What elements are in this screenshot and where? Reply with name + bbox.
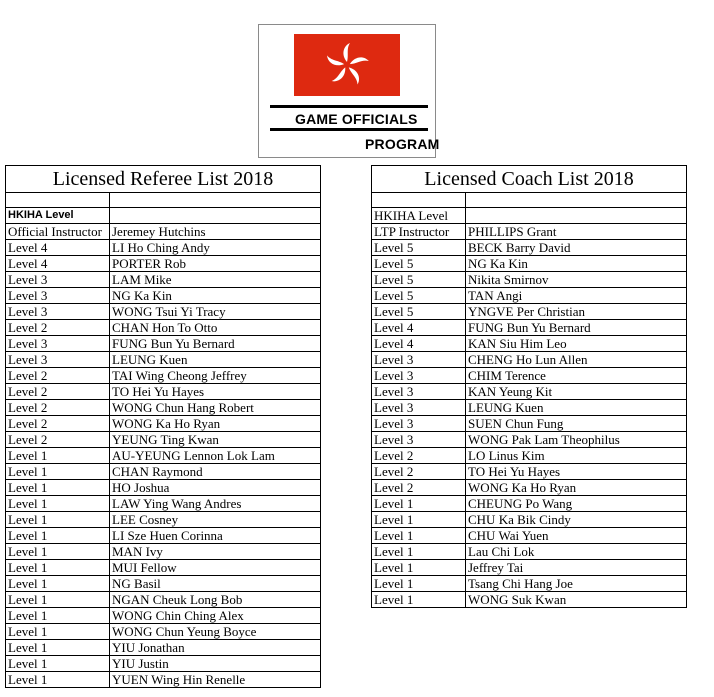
coach-level-cell: LTP Instructor: [372, 224, 466, 240]
referee-level-cell: Level 1: [6, 608, 110, 624]
coach-table-row: [372, 528, 687, 544]
coach-level-cell: Level 2: [372, 448, 466, 464]
coach-table-row: [372, 368, 687, 384]
referee-name-cell: LI Ho Ching Andy: [110, 240, 321, 256]
coach-level-cell: Level 1: [372, 496, 466, 512]
logo-title-line2: PROGRAM: [365, 136, 440, 152]
coach-table-row: [372, 432, 687, 448]
referee-level-cell: Level 3: [6, 288, 110, 304]
referee-name-cell: CHAN Raymond: [110, 464, 321, 480]
coach-table-row: [372, 304, 687, 320]
coach-name-cell: Nikita Smirnov: [466, 272, 687, 288]
referee-table-row: [6, 320, 321, 336]
referee-level-cell: Level 4: [6, 256, 110, 272]
referee-level-cell: Level 1: [6, 592, 110, 608]
referee-name-cell: YIU Justin: [110, 656, 321, 672]
referee-name-cell: PORTER Rob: [110, 256, 321, 272]
coach-level-cell: Level 1: [372, 576, 466, 592]
referee-table-row: [6, 528, 321, 544]
referee-table-row: [6, 496, 321, 512]
referee-table-row: [6, 352, 321, 368]
coach-table-row: [372, 272, 687, 288]
coach-table-row: [372, 416, 687, 432]
coach-level-cell: Level 3: [372, 384, 466, 400]
referee-table-row: [6, 544, 321, 560]
coach-name-cell: CHENG Ho Lun Allen: [466, 352, 687, 368]
coach-name-cell: Lau Chi Lok: [466, 544, 687, 560]
coach-name-cell: WONG Ka Ho Ryan: [466, 480, 687, 496]
referee-table-row: [6, 592, 321, 608]
referee-level-cell: Level 1: [6, 448, 110, 464]
referee-name-cell: AU-YEUNG Lennon Lok Lam: [110, 448, 321, 464]
referee-table-row: [6, 240, 321, 256]
coach-table-row: [372, 576, 687, 592]
referee-name-cell: YUEN Wing Hin Renelle: [110, 672, 321, 688]
coach-level-cell: Level 3: [372, 432, 466, 448]
coach-name-cell: Jeffrey Tai: [466, 560, 687, 576]
coach-level-cell: Level 1: [372, 512, 466, 528]
referee-name-cell: NG Ka Kin: [110, 288, 321, 304]
referee-level-header: HKIHA Level: [6, 208, 110, 224]
referee-level-cell: Level 1: [6, 528, 110, 544]
referee-level-cell: Level 1: [6, 512, 110, 528]
referee-table-row: [6, 368, 321, 384]
coach-level-cell: Level 5: [372, 240, 466, 256]
coach-level-cell: Level 5: [372, 272, 466, 288]
referee-level-cell: Level 4: [6, 240, 110, 256]
coach-level-cell: Level 1: [372, 592, 466, 608]
referee-name-cell: FUNG Bun Yu Bernard: [110, 336, 321, 352]
referee-table-row: [6, 304, 321, 320]
coach-name-cell: CHIM Terence: [466, 368, 687, 384]
referee-level-cell: Level 2: [6, 432, 110, 448]
coach-name-cell: PHILLIPS Grant: [466, 224, 687, 240]
referee-table-row: [6, 448, 321, 464]
referee-name-cell: LI Sze Huen Corinna: [110, 528, 321, 544]
referee-level-cell: Level 2: [6, 416, 110, 432]
referee-name-cell: NGAN Cheuk Long Bob: [110, 592, 321, 608]
coach-level-cell: Level 3: [372, 416, 466, 432]
coach-table-row: [372, 464, 687, 480]
referee-table-row: [6, 560, 321, 576]
referee-name-cell: YIU Jonathan: [110, 640, 321, 656]
coach-level-cell: Level 2: [372, 480, 466, 496]
coach-table-row: [372, 512, 687, 528]
referee-name-cell: HO Joshua: [110, 480, 321, 496]
referee-name-cell: MAN Ivy: [110, 544, 321, 560]
coach-table-row: [372, 448, 687, 464]
referee-table-row: [6, 656, 321, 672]
coach-name-cell: YNGVE Per Christian: [466, 304, 687, 320]
referee-level-cell: Level 1: [6, 496, 110, 512]
coach-table-row: [372, 496, 687, 512]
coach-name-cell: KAN Yeung Kit: [466, 384, 687, 400]
referee-level-cell: Level 3: [6, 272, 110, 288]
referee-table-row: [6, 416, 321, 432]
coach-name-cell: Tsang Chi Hang Joe: [466, 576, 687, 592]
coach-name-cell: CHU Ka Bik Cindy: [466, 512, 687, 528]
referee-table-row: [6, 608, 321, 624]
coach-name-cell: LO Linus Kim: [466, 448, 687, 464]
coach-name-cell: WONG Suk Kwan: [466, 592, 687, 608]
coach-table-row: [372, 544, 687, 560]
referee-level-cell: Level 2: [6, 400, 110, 416]
coach-table-row: [372, 592, 687, 608]
logo-title-line1: GAME OFFICIALS: [295, 111, 418, 127]
referee-level-cell: Level 3: [6, 352, 110, 368]
referee-name-cell: LAM Mike: [110, 272, 321, 288]
referee-table-row: [6, 640, 321, 656]
referee-name-cell: WONG Chin Ching Alex: [110, 608, 321, 624]
referee-level-cell: Level 2: [6, 384, 110, 400]
coach-level-cell: Level 4: [372, 336, 466, 352]
coach-list-table: [371, 165, 687, 608]
coach-level-cell: Level 1: [372, 528, 466, 544]
coach-level-cell: Level 1: [372, 544, 466, 560]
referee-level-cell: Level 2: [6, 320, 110, 336]
referee-table-row: [6, 432, 321, 448]
referee-table-row: [6, 224, 321, 240]
referee-name-cell: LEUNG Kuen: [110, 352, 321, 368]
referee-level-cell: Level 1: [6, 624, 110, 640]
referee-table-row: [6, 464, 321, 480]
coach-table-row: [372, 560, 687, 576]
coach-level-cell: Level 5: [372, 304, 466, 320]
referee-name-cell: LAW Ying Wang Andres: [110, 496, 321, 512]
coach-table-row: [372, 224, 687, 240]
coach-name-cell: BECK Barry David: [466, 240, 687, 256]
logo: [258, 24, 440, 158]
coach-name-cell: CHU Wai Yuen: [466, 528, 687, 544]
coach-level-cell: Level 2: [372, 464, 466, 480]
logo-top-rule: [270, 105, 428, 108]
coach-list-title: Licensed Coach List 2018: [372, 166, 687, 193]
referee-list-table: [5, 165, 321, 688]
referee-table-row: [6, 512, 321, 528]
referee-level-cell: Level 1: [6, 576, 110, 592]
coach-table-row: [372, 384, 687, 400]
referee-table-row: [6, 272, 321, 288]
coach-table-row: [372, 336, 687, 352]
referee-level-cell: Official Instructor: [6, 224, 110, 240]
coach-level-cell: Level 4: [372, 320, 466, 336]
referee-name-cell: Jeremey Hutchins: [110, 224, 321, 240]
referee-name-cell: WONG Chun Yeung Boyce: [110, 624, 321, 640]
referee-table-row: [6, 672, 321, 688]
referee-name-cell: WONG Chun Hang Robert: [110, 400, 321, 416]
coach-table-row: [372, 320, 687, 336]
referee-name-cell: WONG Tsui Yi Tracy: [110, 304, 321, 320]
referee-name-cell: MUI Fellow: [110, 560, 321, 576]
coach-table-row: [372, 256, 687, 272]
coach-name-cell: TO Hei Yu Hayes: [466, 464, 687, 480]
referee-table-row: [6, 336, 321, 352]
coach-name-cell: NG Ka Kin: [466, 256, 687, 272]
referee-level-cell: Level 1: [6, 656, 110, 672]
referee-name-cell: NG Basil: [110, 576, 321, 592]
coach-level-cell: Level 3: [372, 368, 466, 384]
coach-name-cell: LEUNG Kuen: [466, 400, 687, 416]
coach-name-cell: SUEN Chun Fung: [466, 416, 687, 432]
referee-level-cell: Level 1: [6, 640, 110, 656]
referee-level-cell: Level 1: [6, 672, 110, 688]
logo-bottom-rule: [270, 128, 428, 131]
referee-table-row: [6, 400, 321, 416]
referee-level-cell: Level 2: [6, 368, 110, 384]
referee-level-cell: Level 1: [6, 544, 110, 560]
coach-level-cell: Level 1: [372, 560, 466, 576]
referee-table-row: [6, 624, 321, 640]
hong-kong-flag-icon: [294, 34, 400, 96]
coach-name-cell: TAN Angi: [466, 288, 687, 304]
coach-table-row: [372, 352, 687, 368]
referee-table-row: [6, 256, 321, 272]
referee-level-cell: Level 1: [6, 560, 110, 576]
coach-level-cell: Level 3: [372, 352, 466, 368]
coach-level-cell: Level 5: [372, 288, 466, 304]
coach-table-row: [372, 288, 687, 304]
referee-table-row: [6, 384, 321, 400]
coach-level-cell: Level 3: [372, 400, 466, 416]
referee-table-row: [6, 288, 321, 304]
referee-name-cell: TO Hei Yu Hayes: [110, 384, 321, 400]
coach-level-header: HKIHA Level: [372, 208, 466, 224]
referee-level-cell: Level 3: [6, 304, 110, 320]
referee-list-title: Licensed Referee List 2018: [6, 166, 321, 193]
coach-name-cell: FUNG Bun Yu Bernard: [466, 320, 687, 336]
referee-name-cell: TAI Wing Cheong Jeffrey: [110, 368, 321, 384]
coach-table-row: [372, 240, 687, 256]
referee-name-cell: YEUNG Ting Kwan: [110, 432, 321, 448]
referee-name-cell: LEE Cosney: [110, 512, 321, 528]
coach-table-row: [372, 480, 687, 496]
referee-name-cell: CHAN Hon To Otto: [110, 320, 321, 336]
referee-table-row: [6, 576, 321, 592]
coach-name-cell: KAN Siu Him Leo: [466, 336, 687, 352]
coach-name-cell: CHEUNG Po Wang: [466, 496, 687, 512]
coach-table-row: [372, 400, 687, 416]
referee-name-cell: WONG Ka Ho Ryan: [110, 416, 321, 432]
referee-level-cell: Level 1: [6, 480, 110, 496]
referee-table-row: [6, 480, 321, 496]
referee-level-cell: Level 3: [6, 336, 110, 352]
coach-level-cell: Level 5: [372, 256, 466, 272]
coach-name-cell: WONG Pak Lam Theophilus: [466, 432, 687, 448]
referee-level-cell: Level 1: [6, 464, 110, 480]
